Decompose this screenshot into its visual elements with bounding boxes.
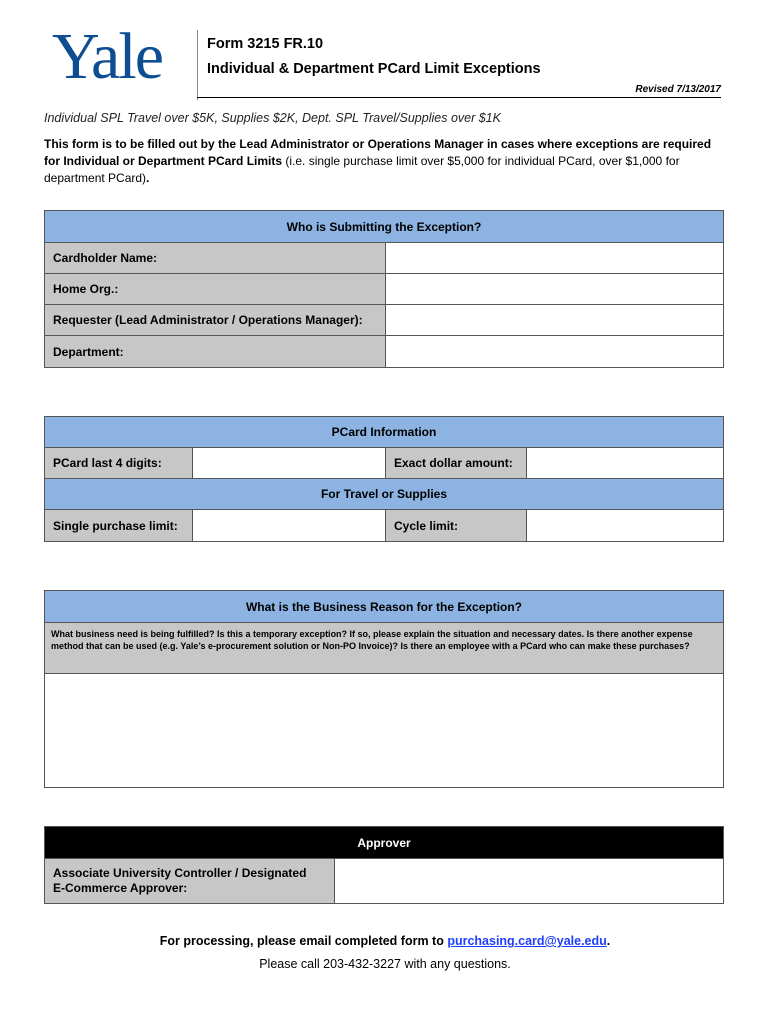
single-purchase-limit-field[interactable] [193, 510, 386, 541]
requester-label: Requester (Lead Administrator / Operations Manager): [45, 305, 386, 335]
cardholder-label: Cardholder Name: [45, 243, 386, 273]
email-link[interactable]: purchasing.card@yale.edu [447, 934, 607, 948]
department-field[interactable] [386, 336, 723, 367]
business-reason-field[interactable] [45, 674, 723, 787]
home-org-label: Home Org.: [45, 274, 386, 304]
cardholder-row [45, 243, 723, 274]
cycle-limit-field[interactable] [527, 510, 723, 541]
form-title: Individual & Department PCard Limit Exceptions [207, 61, 541, 77]
department-label: Department: [45, 336, 386, 367]
approver-heading: Approver [45, 827, 723, 859]
requester-field[interactable] [386, 305, 723, 335]
submitter-heading: Who is Submitting the Exception? [45, 211, 723, 243]
yale-logo: Yale [52, 20, 162, 93]
limits-subtitle: Individual SPL Travel over $5K, Supplies $2K, Dept. SPL Travel/Supplies over $1K [44, 111, 501, 125]
dollar-amount-label: Exact dollar amount: [386, 448, 527, 478]
contact-phone-text: Please call 203-432-3227 with any questions. [259, 957, 511, 971]
revised-date: Revised 7/13/2017 [197, 84, 721, 98]
intro-paragraph [44, 136, 724, 187]
pcard-digits-label: PCard last 4 digits: [45, 448, 193, 478]
business-reason-heading: What is the Business Reason for the Exception? [45, 591, 723, 623]
processing-period: . [606, 934, 611, 948]
pcard-heading: PCard Information [45, 417, 723, 448]
approver-label-line2: E-Commerce Approver: [53, 881, 188, 895]
travel-supplies-heading: For Travel or Supplies [45, 479, 723, 510]
requester-row [45, 305, 723, 336]
intro-bold: This form is to be filled out by the Lead Administrator or Operations Manager in cases where exceptions are required for Individual or Department PCard Limits [44, 137, 712, 168]
limits-row [45, 510, 723, 541]
business-reason-prompt: What business need is being fulfilled? Is this a temporary exception? If so, please explain the situation and necessary dates. Is there another expense method that can be used (e.g. Yale’s e-procurement solution or Non-PO Invoice)? Is there an employee with a PCard who can make these purchases? [45, 623, 723, 674]
approver-label-line1: Associate University Controller / Designated [53, 866, 307, 880]
processing-text: For processing, please email completed form to [159, 934, 448, 948]
cardholder-field[interactable] [386, 243, 723, 273]
form-number: Form 3215 FR.10 [207, 36, 324, 52]
intro-normal: (i.e. single purchase limit over $5,000 for individual PCard, over $1,000 for department PCard) [44, 154, 680, 185]
single-purchase-limit-label: Single purchase limit: [45, 510, 193, 541]
processing-instructions [0, 934, 770, 948]
approver-signature-field[interactable] [335, 859, 723, 903]
home-org-row [45, 274, 723, 305]
home-org-field[interactable] [386, 274, 723, 304]
pcard-section [44, 416, 724, 542]
business-reason-section [44, 590, 724, 788]
approver-label [45, 859, 335, 903]
submitter-section [44, 210, 724, 368]
pcard-digits-field[interactable] [193, 448, 386, 478]
approver-row [45, 859, 723, 903]
pcard-digits-row [45, 448, 723, 479]
cycle-limit-label: Cycle limit: [386, 510, 527, 541]
department-row [45, 336, 723, 367]
intro-end: . [146, 171, 150, 185]
approver-section [44, 826, 724, 904]
dollar-amount-field[interactable] [527, 448, 723, 478]
